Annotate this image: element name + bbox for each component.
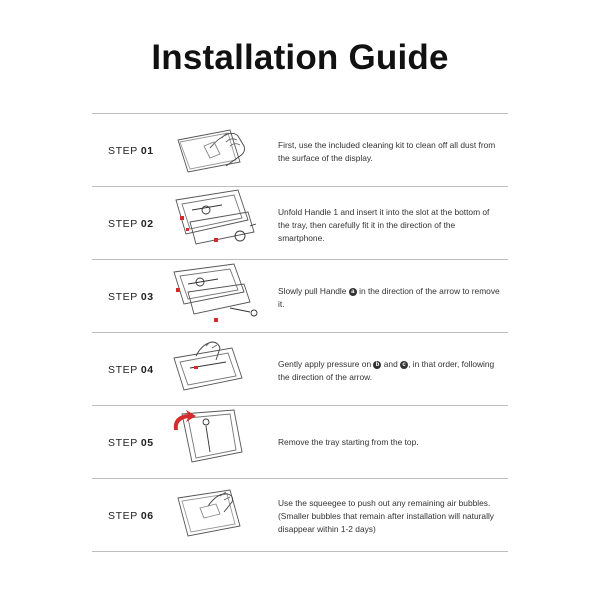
step-02-tray-illustration	[170, 186, 262, 248]
step-04-description: Gently apply pressure on b and c , in that order, following the direction of the arrow.	[278, 359, 495, 382]
page-title: Installation Guide	[151, 38, 449, 77]
step-02-label: STEP 02	[108, 218, 154, 230]
divider	[92, 332, 508, 333]
step-06-description: Use the squeegee to push out any remaining air bubbles. (Smaller bubbles that remain after installation will naturally disappear within 1-2 days)	[278, 498, 494, 534]
step-03-label: STEP 03	[108, 291, 154, 303]
divider	[92, 405, 508, 406]
step-06-label: STEP 06	[108, 510, 154, 522]
step-04-pressure-illustration	[170, 338, 262, 400]
step-01-label: STEP 01	[108, 145, 154, 157]
step-05-description: Remove the tray starting from the top.	[278, 437, 419, 447]
divider	[92, 113, 508, 114]
divider	[92, 551, 508, 552]
step-05-label: STEP 05	[108, 437, 154, 449]
point-b-badge: b	[373, 361, 381, 369]
point-c-badge: c	[400, 361, 408, 369]
divider	[92, 186, 508, 187]
step-03-description: Slowly pull Handle a in the direction of the arrow to remove it.	[278, 286, 500, 309]
step-01-description: First, use the included cleaning kit to clean off all dust from the surface of the display.	[278, 140, 496, 163]
step-01-cleaning-illustration	[170, 118, 262, 180]
step-06-squeegee-illustration	[170, 484, 262, 546]
divider	[92, 478, 508, 479]
divider	[92, 259, 508, 260]
step-03-pull-handle-illustration	[170, 262, 262, 324]
handle-a-badge: a	[349, 288, 357, 296]
step-02-description: Unfold Handle 1 and insert it into the slot at the bottom of the tray, then carefully fit it in the direction of the smartphone.	[278, 207, 490, 243]
step-05-remove-tray-illustration	[170, 406, 262, 468]
step-04-label: STEP 04	[108, 364, 154, 376]
